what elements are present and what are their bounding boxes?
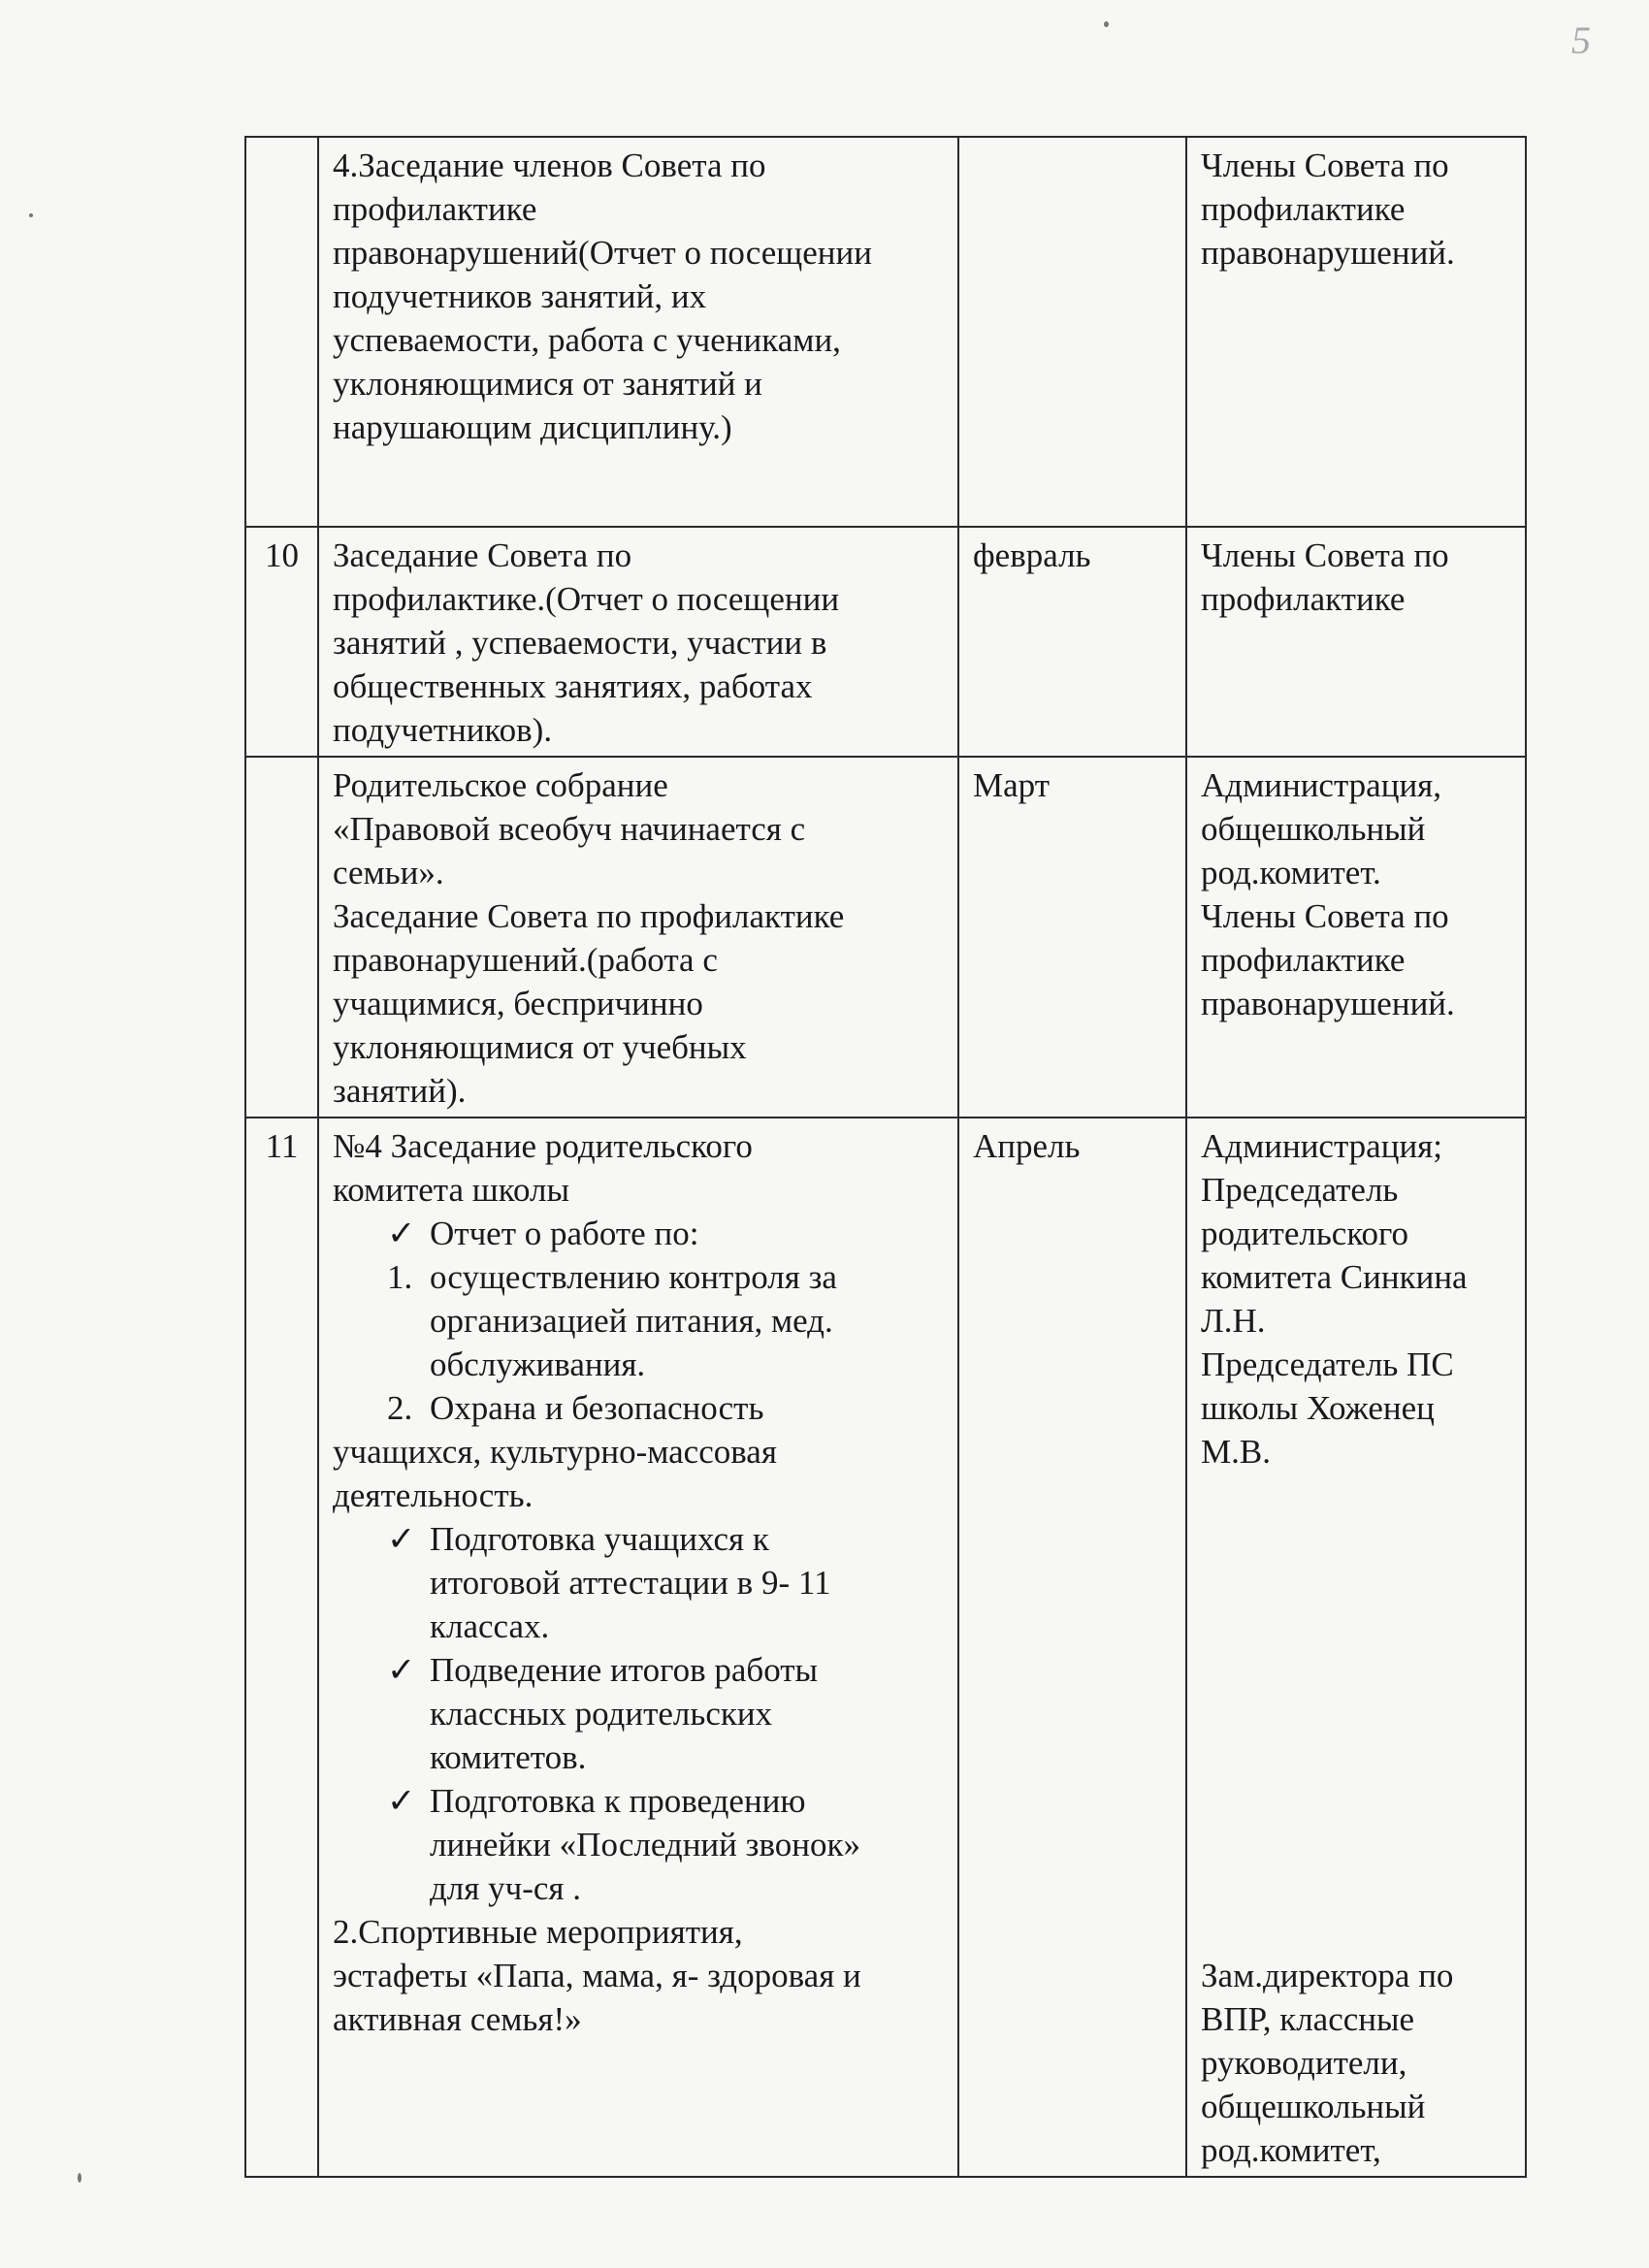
content-line: Заседание Совета по профилактике	[333, 897, 845, 935]
content-line: Родительское собрание	[333, 766, 668, 804]
content-line: «Правовой всеобуч начинается с	[333, 810, 806, 848]
checklist-text: итоговой аттестации в 9- 11	[430, 1564, 831, 1602]
checklist-item	[333, 1517, 944, 1648]
content-line: подучетников).	[333, 711, 553, 749]
content-line: занятий , успеваемости, участии в	[333, 624, 827, 662]
row-number-cell	[245, 137, 318, 527]
responsible-line: ВПР, классные	[1201, 2000, 1415, 2038]
content-line: 2.Спортивные мероприятия,	[333, 1913, 743, 1951]
date-cell: февраль	[958, 527, 1186, 757]
content-cell	[318, 757, 958, 1118]
checklist-item	[333, 1212, 944, 1255]
responsible-cell	[1186, 137, 1526, 527]
responsible-cell	[1186, 527, 1526, 757]
content-cell	[318, 527, 958, 757]
responsible-line: родительского	[1201, 1215, 1409, 1252]
row-number-cell: 10	[245, 527, 318, 757]
date-cell: Апрель	[958, 1118, 1186, 2177]
responsible-line: Члены Совета по	[1201, 146, 1449, 184]
scan-speck	[78, 2173, 81, 2183]
item-line: обслуживания.	[430, 1345, 646, 1383]
checkmark-icon: ✓	[387, 1520, 416, 1558]
content-line: 4.Заседание членов Совета по	[333, 146, 766, 184]
responsible-cell	[1186, 1118, 1526, 2177]
scan-speck	[29, 213, 33, 217]
page-number-mark: 5	[1571, 18, 1591, 62]
date-cell	[958, 137, 1186, 527]
content-line: уклоняющимися от учебных	[333, 1028, 747, 1066]
responsible-line: Зам.директора по	[1201, 1957, 1454, 1994]
responsible-line: М.В.	[1201, 1433, 1271, 1471]
content-cell	[318, 137, 958, 527]
responsible-line: школы Хоженец	[1201, 1389, 1435, 1427]
responsible-line: Председатель	[1201, 1171, 1399, 1209]
content-line: профилактике	[333, 190, 537, 228]
item-number: 2.	[387, 1389, 413, 1427]
responsible-line: профилактике	[1201, 580, 1406, 618]
checklist-item	[333, 1779, 944, 1910]
responsible-line: Члены Совета по	[1201, 897, 1449, 935]
content-line: эстафеты «Папа, мама, я- здоровая и	[333, 1957, 861, 1994]
table-row	[245, 1118, 1526, 2177]
responsible-cell	[1186, 757, 1526, 1118]
checklist-text: Подготовка к проведению	[430, 1782, 806, 1820]
content-line: комитета школы	[333, 1171, 569, 1209]
checklist-text: Отчет о работе по:	[430, 1215, 699, 1252]
content-line: успеваемости, работа с учениками,	[333, 321, 841, 359]
responsible-line: Председатель ПС	[1201, 1345, 1454, 1383]
date-cell: Март	[958, 757, 1186, 1118]
responsible-line: Члены Совета по	[1201, 536, 1449, 574]
checklist-text: Подготовка учащихся к	[430, 1520, 769, 1558]
content-line: правонарушений(Отчет о посещении	[333, 234, 872, 272]
table-row	[245, 757, 1526, 1118]
content-line: занятий).	[333, 1072, 467, 1110]
checklist-text: линейки «Последний звонок»	[430, 1826, 860, 1863]
checklist-text: классах.	[430, 1607, 550, 1645]
checkmark-icon: ✓	[387, 1782, 416, 1820]
content-line: профилактике.(Отчет о посещении	[333, 580, 840, 618]
table-row	[245, 527, 1526, 757]
numbered-item	[333, 1255, 944, 1386]
responsible-line: общешкольный	[1201, 2088, 1426, 2125]
content-line: учащимися, беспричинно	[333, 985, 703, 1022]
item-line: Охрана и безопасность	[430, 1389, 764, 1427]
responsible-line: Л.Н.	[1201, 1302, 1266, 1340]
content-line: нарушающим дисциплину.)	[333, 408, 732, 446]
responsible-line: правонарушений.	[1201, 985, 1455, 1022]
content-line: учащихся, культурно-массовая	[333, 1433, 777, 1471]
item-line: осуществлению контроля за	[430, 1258, 837, 1296]
responsible-line: правонарушений.	[1201, 234, 1455, 272]
content-line: №4 Заседание родительского	[333, 1127, 753, 1165]
row-number-cell	[245, 757, 318, 1118]
content-line: общественных занятиях, работах	[333, 667, 813, 705]
content-cell	[318, 1118, 958, 2177]
responsible-line: профилактике	[1201, 190, 1406, 228]
responsible-line: комитета Синкина	[1201, 1258, 1468, 1296]
responsible-line: Администрация,	[1201, 766, 1442, 804]
item-line: организацией питания, мед.	[430, 1302, 833, 1340]
checklist-text: Подведение итогов работы	[430, 1651, 819, 1689]
responsible-line: род.комитет.	[1201, 854, 1381, 891]
item-number: 1.	[387, 1258, 413, 1296]
responsible-line: руководители,	[1201, 2044, 1407, 2082]
content-line: активная семья!»	[333, 2000, 582, 2038]
numbered-item	[333, 1386, 944, 1430]
responsible-line: профилактике	[1201, 941, 1406, 979]
responsible-line: общешкольный	[1201, 810, 1426, 848]
scan-speck	[1104, 21, 1109, 27]
content-line: уклоняющимися от занятий и	[333, 365, 762, 403]
checklist-text: классных родительских	[430, 1695, 773, 1733]
content-line: подучетников занятий, их	[333, 277, 707, 315]
table-row	[245, 137, 1526, 527]
checklist-text: комитетов.	[430, 1738, 587, 1776]
row-number-cell: 11	[245, 1118, 318, 2177]
checklist-item	[333, 1648, 944, 1779]
content-line: правонарушений.(работа с	[333, 941, 718, 979]
responsible-line: род.комитет,	[1201, 2131, 1381, 2169]
content-line: семьи».	[333, 854, 444, 891]
content-line: Заседание Совета по	[333, 536, 632, 574]
responsible-line: Администрация;	[1201, 1127, 1442, 1165]
activity-plan-table	[244, 136, 1527, 2178]
checkmark-icon: ✓	[387, 1651, 416, 1689]
checkmark-icon: ✓	[387, 1215, 416, 1252]
content-line: деятельность.	[333, 1476, 534, 1514]
checklist-text: для уч-ся .	[430, 1869, 582, 1907]
